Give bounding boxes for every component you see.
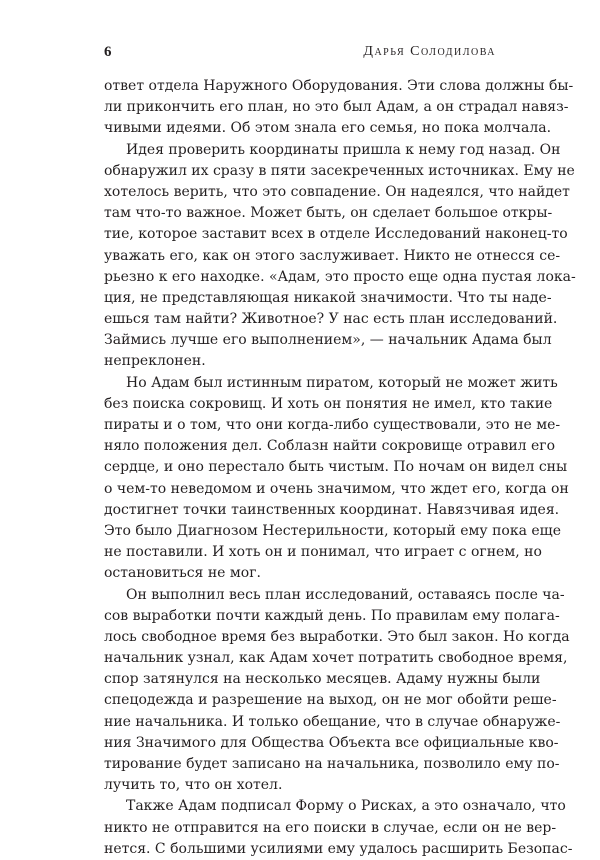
text-line: обнаружил их сразу в пяти засекреченных источниках. Ему не	[104, 162, 575, 179]
text-line: спор затянулся на несколько месяцев. Адаму нужны были	[104, 671, 541, 688]
paragraph	[104, 373, 569, 585]
text-line: ли прикончить его план, но это был Адам, а он страдал навяз-	[104, 99, 569, 116]
text-line: Также Адам подписал Форму о Рисках, а это означало, что	[126, 798, 566, 815]
text-line: ния Значимого для Общества Объекта все официальные кво-	[104, 734, 559, 751]
page-header	[104, 44, 496, 64]
page-number: 6	[104, 44, 112, 60]
paragraph	[104, 796, 573, 860]
text-line: спецодежда и разрешение на выход, он не мог обойти реше-	[104, 692, 557, 709]
text-line: ответ отдела Наружного Оборудования. Эти слова должны бы-	[104, 78, 574, 94]
text-line: уважать его, как он этого заслуживает. Никто не отнесся се-	[104, 247, 561, 264]
text-line: Он выполнил весь план исследований, оставаясь после ча-	[126, 586, 565, 603]
text-line: никто не отправится на его поиски в случае, если он не вер-	[104, 819, 557, 836]
text-line: тирование будет записано на начальника, позволило ему по-	[104, 756, 560, 772]
paragraph	[104, 140, 576, 373]
text-line: пираты и о том, что они когда-либо существовали, это не ме-	[104, 417, 561, 433]
text-line: чивыми идеями. Об этом знала его семья, но пока молчала.	[104, 120, 552, 137]
paragraph	[104, 585, 570, 797]
text-line: сердце, и оно перестало быть чистым. По ночам он видел сны	[104, 459, 568, 476]
text-line: достигнет точки таинственных координат. Навязчивая идея.	[104, 501, 560, 518]
text-line: ешься там найти? Животное? У нас есть план исследований.	[104, 311, 558, 328]
text-line: няло положения дел. Соблазн найти сокровище отравил его	[104, 438, 556, 455]
running-head-author: Дарья Солодилова	[363, 44, 496, 59]
text-line: тие, которое заставит всех в отделе Исследований наконец-то	[104, 226, 568, 243]
text-line: Займись лучше его выполнением», — начальник Адама был	[104, 332, 552, 349]
text-line: лучить то, что он хотел.	[104, 777, 283, 794]
text-line: непреклонен.	[104, 353, 206, 370]
text-line: без поиска сокровищ. И хоть он понятия не имел, кто такие	[104, 395, 553, 412]
body-text	[104, 76, 576, 860]
text-line: Но Адам был истинным пиратом, который не может жить	[126, 374, 558, 391]
text-line: сов выработки почти каждый день. По правилам ему полага-	[104, 607, 560, 624]
text-line: остановиться не мог.	[104, 565, 261, 582]
text-line: рьезно к его находке. «Адам, это просто еще одна пустая лока-	[104, 268, 576, 285]
text-line: там что-то важное. Может быть, он сделает большое откры-	[104, 205, 553, 222]
text-line: хотелось верить, что это совпадение. Он надеялся, что найдет	[104, 183, 570, 200]
text-line: лось свободное время без выработки. Это был закон. Но когда	[104, 628, 570, 645]
text-line: Идея проверить координаты пришла к нему год назад. Он	[126, 141, 561, 158]
text-line: начальник узнал, как Адам хочет потратить свободное время,	[104, 650, 568, 667]
paragraph	[104, 76, 574, 140]
text-line: о чем-то неведомом и очень значимом, что ждет его, когда он	[104, 480, 569, 497]
text-line: не поставили. И хоть он и понимал, что играет с огнем, но	[104, 544, 542, 561]
text-line: Это было Диагнозом Нестерильности, который ему пока еще	[104, 522, 561, 539]
text-line: нется. С большими усилиями ему удалось расширить Безопас-	[104, 840, 573, 857]
text-line: ние начальника. И только обещание, что в случае обнаруже-	[104, 713, 561, 730]
text-line: ция, не представляющая никакой значимости. Что ты наде-	[104, 289, 552, 306]
